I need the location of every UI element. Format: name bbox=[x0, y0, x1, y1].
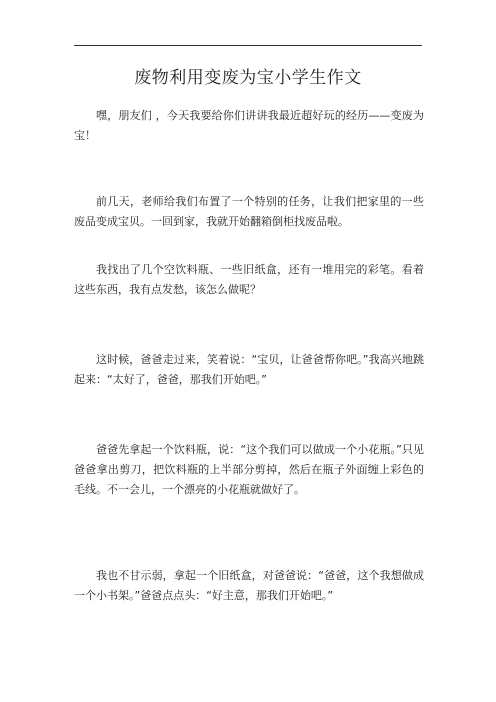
paragraph-4: 这时候，爸爸走过来，笑着说：“宝贝，让爸爸帮你吧。”我高兴地跳起来：“太好了，爸爸，那我们开始吧。” bbox=[74, 353, 424, 386]
paragraph-5: 爸爸先拿起一个饮料瓶，说：“这个我们可以做成一个小花瓶。”只见爸爸拿出剪刀，把饮料瓶的上半部分剪掉，然后在瓶子外面缠上彩色的毛线。不一会儿，一个漂亮的小花瓶就做好了。 bbox=[74, 443, 424, 496]
document-title: 废物利用变废为宝小学生作文 bbox=[134, 68, 362, 88]
paragraph-1: 嘿，朋友们 ，今天我要给你们讲讲我最近超好玩的经历——变废为宝！ bbox=[74, 109, 424, 142]
paragraph-3: 我找出了几个空饮料瓶、一些旧纸盒，还有一堆用完的彩笔。看着这些东西，我有点发愁，该怎么做呢？ bbox=[74, 263, 424, 296]
paragraph-2: 前几天，老师给我们布置了一个特别的任务，让我们把家里的一些废品变成宝贝。一回到家，我就开始翻箱倒柜找废品啦。 bbox=[74, 195, 424, 228]
header-rule bbox=[74, 45, 422, 46]
paragraph-6: 我也不甘示弱，拿起一个旧纸盒，对爸爸说：“爸爸，这个我想做成一个小书架。”爸爸点点头：“好主意，那我们开始吧。” bbox=[74, 569, 424, 602]
